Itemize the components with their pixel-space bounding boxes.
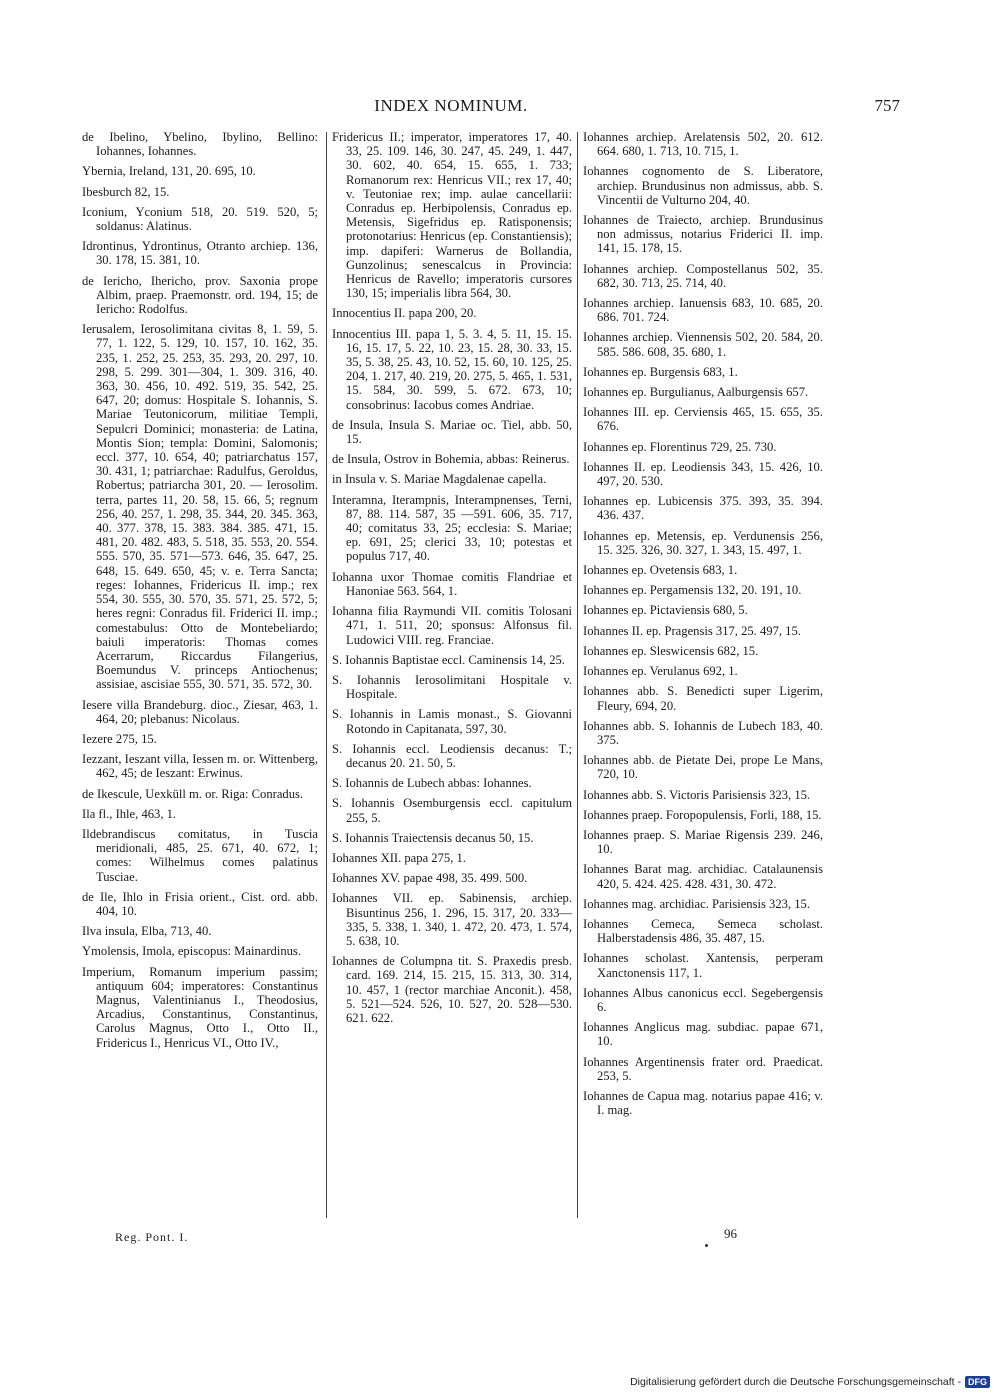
index-entry: Idrontinus, Ydrontinus, Otranto archiep. 136, 30. 178, 15. 381, 10.	[82, 239, 318, 268]
index-entry: Iohannes mag. archidiac. Parisiensis 323, 15.	[583, 896, 810, 911]
index-column-1	[82, 130, 318, 1056]
index-entry: Ilva insula, Elba, 713, 40.	[82, 924, 212, 939]
sheet-number: 96	[724, 1226, 737, 1241]
index-entry: Iohannes II. ep. Pragensis 317, 25. 497, 15.	[583, 623, 801, 638]
index-entry: de Ile, Ihlo in Frisia orient., Cist. ord. abb. 404, 10.	[82, 889, 318, 918]
index-entry: Iohannes de Columpna tit. S. Praxedis presb. card. 169. 214, 15. 215, 15. 313, 30. 314, 10. 457, 1 (rector marchiae Anconit.). 458, 5. 521—524. 526, 10. 527, 20. 528—530. 621. 622.	[332, 954, 572, 1025]
index-entry: S. Iohannis Osemburgensis eccl. capitulum 255, 5.	[332, 796, 572, 825]
index-entry: Ildebrandiscus comitatus, in Tuscia meridionali, 485, 25. 671, 40. 672, 1; comes: Wilhelmus comes palatinus Tusciae.	[82, 826, 318, 884]
page-number: 757	[874, 96, 900, 115]
index-entry: Iconium, Yconium 518, 20. 519. 520, 5; soldanus: Alatinus.	[82, 204, 318, 234]
index-entry: de Insula, Ostrov in Bohemia, abbas: Reinerus.	[332, 452, 570, 467]
index-entry: de Ibelino, Ybelino, Ibylino, Bellino: Iohannes, Iohannes.	[82, 130, 318, 159]
digitization-credit	[630, 1376, 990, 1388]
index-entry: Iohannes scholast. Xantensis, perperam Xanctonensis 117, 1.	[583, 951, 823, 980]
index-entry: Iohannes ep. Florentinus 729, 25. 730.	[583, 439, 777, 454]
index-entry: Iohannes archiep. Ianuensis 683, 10. 685, 20. 686. 701. 724.	[583, 296, 823, 325]
index-entry: de Iericho, Ihericho, prov. Saxonia prope Albim, praep. Praemonstr. ord. 194, 15; de Iericho: Rodolfus.	[82, 273, 318, 317]
page-title: INDEX NOMINUM.	[374, 96, 528, 115]
index-entry: Iohannes VII. ep. Sabinensis, archiep. Bisuntinus 256, 1. 296, 15. 317, 20. 333—335, 5. 338, 1. 340, 1. 472, 20. 473, 1. 574, 5. 638, 10.	[332, 891, 572, 948]
index-entry: Iohannes Barat mag. archidiac. Catalaunensis 420, 5. 424. 425. 428. 431, 30. 472.	[583, 862, 823, 891]
index-entry: Iohannes ep. Burgulianus, Aalburgensis 657.	[583, 385, 809, 400]
index-entry: in Insula v. S. Mariae Magdalenae capella.	[332, 472, 547, 487]
index-entry: Ybernia, Ireland, 131, 20. 695, 10.	[82, 164, 256, 179]
index-column-2	[332, 130, 572, 1031]
index-entry: Iohanna uxor Thomae comitis Flandriae et Hanoniae 563. 564, 1.	[332, 569, 572, 598]
index-entry: Iohannes ep. Pergamensis 132, 20. 191, 10.	[583, 583, 802, 598]
dfg-logo: DFG	[965, 1376, 990, 1388]
index-entry: Iohannes abb. de Pietate Dei, prope Le Mans, 720, 10.	[583, 753, 823, 782]
index-entry: Iohannes ep. Verulanus 692, 1.	[583, 664, 738, 679]
index-entry: Iohannes Cemeca, Semeca scholast. Halberstadensis 486, 35. 487, 15.	[583, 916, 823, 946]
index-entry: Ila fl., Ihle, 463, 1.	[82, 806, 177, 821]
index-entry: Iohannes archiep. Arelatensis 502, 20. 612. 664. 680, 1. 713, 10. 715, 1.	[583, 130, 823, 159]
index-entry: Iohannes archiep. Compostellanus 502, 35. 682, 30. 713, 25. 714, 40.	[583, 261, 823, 290]
index-entry: Ibesburch 82, 15.	[82, 184, 170, 199]
index-entry: S. Iohannis in Lamis monast., S. Giovanni Rotondo in Capitanata, 597, 30.	[332, 707, 572, 736]
index-entry: Iohannes Albus canonicus eccl. Segebergensis 6.	[583, 985, 823, 1014]
index-entry: Iohannes Anglicus mag. subdiac. papae 671, 10.	[583, 1020, 823, 1049]
index-entry: S. Iohannis Ierosolimitani Hospitale v. Hospitale.	[332, 672, 572, 702]
index-entry: Iohannes ep. Ovetensis 683, 1.	[583, 563, 738, 578]
index-entry: Iohannes abb. S. Victoris Parisiensis 323, 15.	[583, 787, 811, 802]
index-entry: Iezzant, Ieszant villa, Iessen m. or. Wittenberg, 462, 45; de Ieszant: Erwinus.	[82, 752, 318, 781]
index-entry: Iohannes ep. Sleswicensis 682, 15.	[583, 643, 759, 658]
index-entry: S. Iohannis Traiectensis decanus 50, 15.	[332, 830, 534, 845]
index-entry: Fridericus II.; imperator, imperatores 17, 40. 33, 25. 109. 146, 30. 247, 45. 249, 1. 447, 30. 602, 40. 654, 15. 655, 1. 733; Romanorum rex: Henricus VII.; rex 17, 40; v. Teutoniae rex; imp. aulae cancellarii: Conradus ep. Herbipolensis, Conradus ep. Metensis, Sigefridus ep. Ratisponensis; protonotarius: Henricus (ep. Constantiensis); imp. dapiferi: Warnerus de Bollandia, Gunzolinus; senescalcus in Provincia: Henricus de Ravello; imperatoris cursores 130, 15; imperialis libra 564, 30.	[332, 130, 572, 301]
credit-text: Digitalisierung gefördert durch die Deutsche Forschungsgemeinschaft -	[630, 1376, 961, 1388]
index-entry: Innocentius II. papa 200, 20.	[332, 306, 477, 321]
index-entry: Iohannes ep. Metensis, ep. Verdunensis 256, 15. 325. 326, 30. 327, 1. 343, 15. 497, 1.	[583, 528, 823, 557]
index-entry: Iesere villa Brandeburg. dioc., Ziesar, 463, 1. 464, 20; plebanus: Nicolaus.	[82, 697, 318, 726]
index-entry: Iohannes abb. S. Benedicti super Ligerim, Fleury, 694, 20.	[583, 684, 823, 713]
index-entry: de Ikescule, Uexküll m. or. Riga: Conradus.	[82, 786, 304, 801]
index-entry: S. Iohannis de Lubech abbas: Iohannes.	[332, 776, 532, 791]
index-entry: Iohannes II. ep. Leodiensis 343, 15. 426, 10. 497, 20. 530.	[583, 459, 823, 489]
index-entry: Iohannes cognomento de S. Liberatore, archiep. Brundusinus non admissus, abb. S. Vincentii de Vulturno 204, 40.	[583, 164, 823, 207]
index-entry: Interamna, Iterampnis, Interampnenses, Terni, 87, 88. 114. 587, 35 —591. 606, 35. 717, 40; comitatus 33, 25; ecclesia: S. Mariae; ep. 691, 25; clerici 33, 10; potestas et populus 717, 40.	[332, 492, 572, 564]
index-entry: Ymolensis, Imola, episcopus: Mainardinus.	[82, 944, 301, 959]
index-entry: de Insula, Insula S. Mariae oc. Tiel, abb. 50, 15.	[332, 417, 572, 447]
index-entry: Iohanna filia Raymundi VII. comitis Tolosani 471, 1. 511, 20; sponsus: Alfonsus fil. Ludowici VIII. reg. Franciae.	[332, 604, 572, 647]
index-entry: S. Iohannis Baptistae eccl. Caminensis 14, 25.	[332, 652, 565, 667]
index-entry: Iohannes de Capua mag. notarius papae 416; v. I. mag.	[583, 1088, 823, 1118]
index-entry: Iohannes XV. papae 498, 35. 499. 500.	[332, 871, 528, 886]
index-entry: Iohannes praep. S. Mariae Rigensis 239. 246, 10.	[583, 827, 823, 857]
index-entry: Iohannes III. ep. Cerviensis 465, 15. 655, 35. 676.	[583, 405, 823, 434]
page-header	[80, 96, 900, 120]
ink-dot	[705, 1244, 708, 1247]
index-entry: Iohannes de Traiecto, archiep. Brundusinus non admissus, notarius Friderici II. imp. 141, 15. 178, 15.	[583, 213, 823, 256]
index-entry: Iohannes archiep. Viennensis 502, 20. 584, 20. 585. 586. 608, 35. 680, 1.	[583, 330, 823, 359]
index-entry: Ierusalem, Ierosolimitana civitas 8, 1. 59, 5. 77, 1. 122, 5. 129, 10. 157, 10. 162, 35. 235, 1. 252, 25. 253, 35. 293, 20. 297, 10. 298, 5. 299. 301—304, 1. 309. 316, 40. 363, 30. 456, 10. 492. 519, 35. 542, 25. 647, 20; domus: Hospitale S. Iohannis, S. Mariae Teutonicorum, militiae Templi, Sepulcri Dominici; monasteria: de Latina, Montis Sion; templa: Domini, Salomonis; eccl. 377, 10. 654, 40; patriarchatus 157, 30. 431, 1; patriarchae: Radulfus, Geroldus, Robertus; patriarcha 301, 20. — Ierosolim. terra, partes 11, 20. 58, 15. 66, 5; regnum 256, 40. 257, 1. 298, 35. 344, 20. 345. 363, 40. 377. 378, 15. 383. 384. 385. 471, 15. 481, 20. 482. 483, 5. 518, 35. 553, 20. 554. 555. 570, 35. 571—573. 646, 35. 647, 25. 648, 15. 649. 650, 45; v. e. Terra Sancta; reges: Iohannes, Fridericus II. imp.; rex 554, 30. 555, 30. 570, 35. 571, 25. 572, 5; heres regni: Conradus fil. Friderici II. imp.; comestabulus: Otto de Montebeliardo; baiuli imperatoris: Thomas comes Acerrarum, Riccardus Filangerius, Boemundus V. princeps Antiochenus; assisiae, ascisiae 555, 30. 571, 35. 572, 30.	[82, 322, 318, 692]
index-entry: Iohannes ep. Pictaviensis 680, 5.	[583, 603, 748, 618]
index-entry: Imperium, Romanum imperium passim; antiquum 604; imperatores: Constantinus Magnus, Valentinianus I., Theodosius, Arcadius, Constantinus, Constantinus, Carolus Magnus, Otto I., Otto II., Fridericus I., Henricus VI., Otto IV.,	[82, 964, 318, 1050]
index-entry: Iohannes abb. S. Iohannis de Lubech 183, 40. 375.	[583, 718, 823, 747]
index-column-3	[583, 130, 823, 1123]
index-entry: Iohannes XII. papa 275, 1.	[332, 850, 466, 865]
index-entry: Innocentius III. papa 1, 5. 3. 4, 5. 11, 15. 15. 16, 15. 17, 5. 22, 10. 23, 15. 28, 30. 33, 15. 35, 5. 38, 25. 43, 10. 52, 15. 60, 10. 125, 25. 204, 1. 217, 40. 219, 20. 275, 5. 465, 1. 531, 15. 584, 30. 599, 5. 672. 673, 10; consobrinus: Iacobus comes Andriae.	[332, 326, 572, 412]
index-entry: Iezere 275, 15.	[82, 731, 157, 746]
index-entry: S. Iohannis eccl. Leodiensis decanus: T.; decanus 20. 21. 50, 5.	[332, 741, 572, 770]
signature-mark: Reg. Pont. I.	[115, 1230, 189, 1244]
index-entry: Iohannes ep. Lubicensis 375. 393, 35. 394. 436. 437.	[583, 494, 823, 523]
index-entry: Iohannes Argentinensis frater ord. Praedicat. 253, 5.	[583, 1054, 823, 1083]
index-entry: Iohannes ep. Burgensis 683, 1.	[583, 364, 738, 379]
column-divider	[326, 132, 327, 1218]
index-entry: Iohannes praep. Foropopulensis, Forli, 188, 15.	[583, 807, 822, 822]
column-divider	[577, 132, 578, 1218]
